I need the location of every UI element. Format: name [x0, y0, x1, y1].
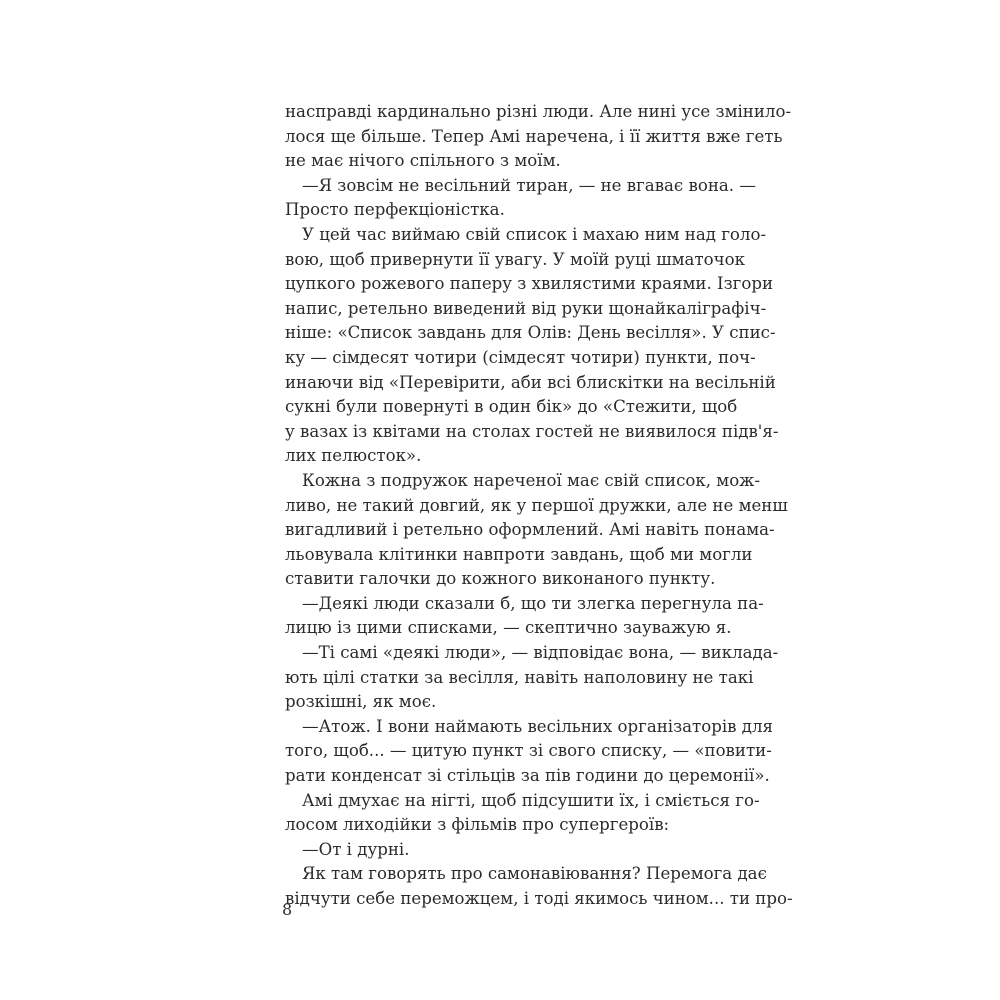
text-line: цупкого рожевого паперу з хвилястими краями. Ізгори — [285, 274, 774, 294]
page-number: 8 — [282, 900, 293, 919]
book-page-text — [285, 100, 793, 912]
text-line: ніше: «Список завдань для Олів: День весілля». У спис- — [285, 323, 776, 343]
text-line: —Деякі люди сказали б, що ти злегка перегнула па- — [302, 593, 764, 613]
text-line: напис, ретельно виведений від руки щонайкаліграфіч- — [285, 298, 767, 318]
text-line: у вазах із квітами на столах гостей не виявилося підв'я- — [285, 421, 779, 441]
text-line: —Я зовсім не весільний тиран, — не вгаває вона. — — [302, 175, 756, 195]
text-line: лих пелюсток». — [285, 446, 422, 466]
text-line: ливо, не такий довгий, як у першої дружки, але не менш — [285, 495, 788, 515]
text-line: У цей час виймаю свій список і махаю ним над голо- — [302, 224, 767, 244]
text-line: вою, щоб привернути її увагу. У моїй руці шматочок — [285, 249, 745, 269]
text-line: ставити галочки до кожного виконаного пункту. — [285, 569, 716, 589]
text-line: Як там говорять про самонавіювання? Перемога дає — [302, 864, 767, 884]
text-line: того, щоб... — цитую пункт зі свого списку, — «повити- — [285, 741, 772, 761]
text-line: Кожна з подружок нареченої має свій список, мож- — [302, 470, 761, 490]
text-line: Просто перфекціоністка. — [285, 200, 505, 220]
text-line: —Атож. І вони наймають весільних організаторів для — [302, 716, 773, 736]
text-line: льовувала клітинки навпроти завдань, щоб ми могли — [285, 544, 753, 564]
text-line: відчути себе переможцем, і тоді якимось чином... ти про- — [285, 889, 793, 908]
text-line: лося ще більше. Тепер Амі наречена, і її життя вже геть — [285, 126, 783, 146]
text-line: розкішні, як моє. — [285, 692, 437, 712]
text-line: —От і дурні. — [302, 839, 410, 859]
text-line: рати конденсат зі стільців за пів години до церемонії». — [285, 766, 770, 786]
text-line: ють цілі статки за весілля, навіть наполовину не такі — [285, 667, 754, 687]
text-line: вигадливий і ретельно оформлений. Амі навіть понама- — [285, 520, 775, 540]
text-line: Амі дмухає на нігті, щоб підсушити їх, і сміється го- — [302, 790, 760, 810]
text-line: лосом лиходійки з фільмів про супергероїв: — [285, 815, 670, 835]
text-line: насправді кардинально різні люди. Але нині усе змінило- — [285, 102, 792, 121]
text-line: сукні були повернуті в один бік» до «Стежити, щоб — [285, 397, 738, 417]
text-line: не має нічого спільного з моїм. — [285, 151, 561, 171]
text-line: инаючи від «Перевірити, аби всі блискітки на весільній — [285, 372, 776, 392]
text-line: —Ті самі «деякі люди», — відповідає вона, — виклада- — [302, 643, 779, 663]
text-line: ку — сімдесят чотири (сімдесят чотири) пункти, поч- — [285, 347, 756, 367]
text-line: лицю із цими списками, — скептично зауважую я. — [285, 618, 732, 638]
